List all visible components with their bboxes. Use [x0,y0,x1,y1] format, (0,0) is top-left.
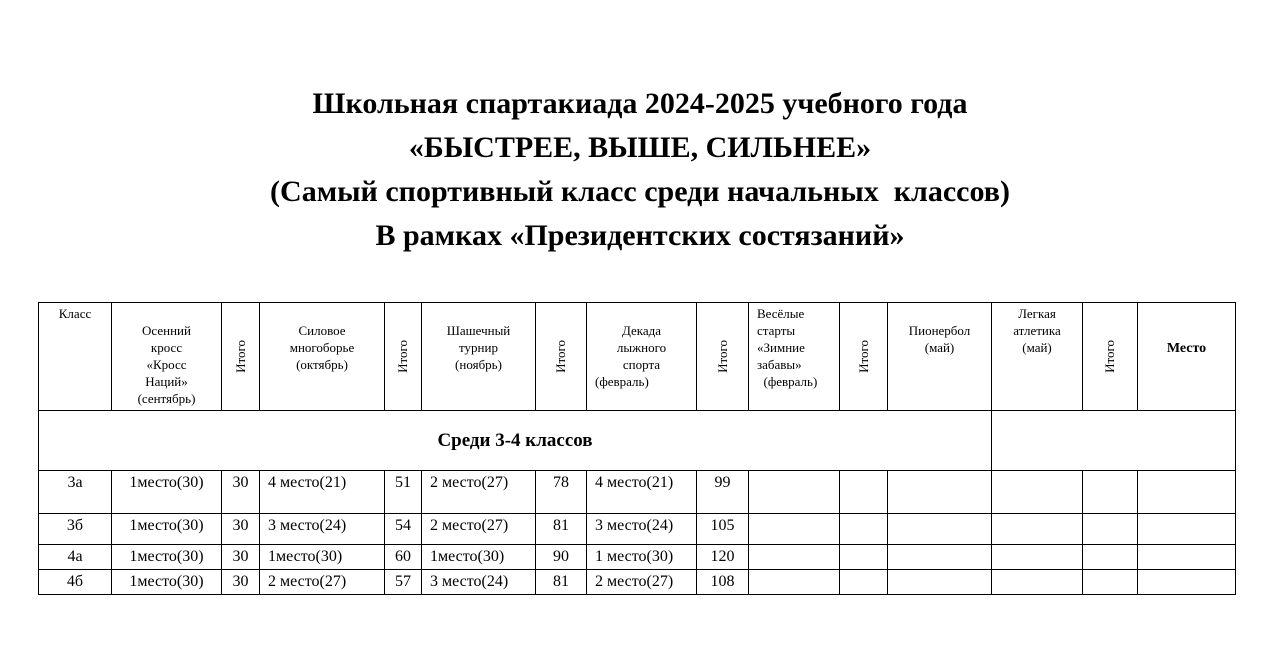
header-fun-l1: Весёлые [757,306,805,321]
header-place-label: Место [1166,340,1207,356]
cell-ski: 3 место(24) [587,514,697,545]
header-total-1 [222,303,260,411]
cell-class: 3а [39,471,112,514]
header-fun-l2: старты [757,323,796,338]
header-athletics-l3: (май) [1022,340,1052,355]
title-line-1: Школьная спартакиада 2024-2025 учебного года [312,87,968,120]
document-title [0,82,1280,258]
title-line-4: В рамках «Президентских состязаний» [375,219,905,252]
header-checkers-l2: турнир [459,340,498,355]
header-total-2-label: Итого [395,339,410,373]
cell-total-5 [840,570,888,595]
header-total-5-label: Итого [855,339,871,373]
cell-total-1: 30 [222,545,260,570]
cell-total-2: 51 [385,471,422,514]
header-ski-l3: спорта [622,357,661,372]
header-row [39,303,1236,411]
cell-total-6 [1083,545,1138,570]
header-cross-l3: «Кросс [146,357,187,372]
cell-total-6 [1083,471,1138,514]
header-total-4 [697,303,749,411]
header-total-4-label: Итого [714,339,730,373]
cell-total-6 [1083,514,1138,545]
cell-ski: 4 место(21) [587,471,697,514]
header-ski-l1: Декада [621,323,662,338]
cell-total-6 [1083,570,1138,595]
cell-cross: 1место(30) [112,545,222,570]
cell-total-3: 78 [536,471,587,514]
cell-checkers: 2 место(27) [422,471,536,514]
cell-total-2: 57 [385,570,422,595]
header-cross-l1: Осенний [142,323,191,338]
cell-cross: 1место(30) [112,514,222,545]
cell-fun [749,545,840,570]
table-row [39,545,1236,570]
cell-total-3: 81 [536,570,587,595]
header-ski-l4: (февраль) [595,374,649,389]
header-place [1138,303,1236,411]
table-row [39,514,1236,545]
cell-fun [749,570,840,595]
cell-class: 4а [39,545,112,570]
header-total-6-label: Итого [1102,339,1117,373]
cell-place [1138,514,1236,545]
section-title: Среди 3-4 классов [39,411,992,471]
header-total-2 [385,303,422,411]
title-line-3: (Самый спортивный класс среди начальных классов) [270,175,1010,208]
title-line-2: «БЫСТРЕЕ, ВЫШЕ, СИЛЬНЕЕ» [408,131,872,164]
header-athletics-l2: атлетика [1013,323,1061,338]
table-row [39,570,1236,595]
cell-total-1: 30 [222,570,260,595]
header-class [39,303,112,411]
header-cross-l5: (сентябрь) [137,391,196,406]
cell-power: 2 место(27) [260,570,385,595]
header-total-5 [840,303,888,411]
cell-athletics [992,545,1083,570]
cell-total-5 [840,514,888,545]
header-checkers-l3: (ноябрь) [455,357,502,372]
section-row [39,411,1236,471]
cell-total-1: 30 [222,471,260,514]
header-fun-l3: «Зимние [757,340,805,355]
cell-cross: 1место(30) [112,570,222,595]
cell-total-3: 90 [536,545,587,570]
cell-checkers: 3 место(24) [422,570,536,595]
header-checkers [422,303,536,411]
header-fun [749,303,840,411]
header-athletics-l1: Легкая [1018,306,1056,321]
header-class-label: Класс [58,306,92,321]
cell-total-3: 81 [536,514,587,545]
cell-total-4: 105 [697,514,749,545]
header-total-3 [536,303,587,411]
cell-total-5 [840,471,888,514]
cell-fun [749,514,840,545]
header-power-l1: Силовое [298,323,346,338]
cell-athletics [992,570,1083,595]
cell-total-4: 99 [697,471,749,514]
header-power-l3: (октябрь) [296,357,348,372]
cell-power: 3 место(24) [260,514,385,545]
cell-athletics [992,471,1083,514]
header-fun-l5: (февраль) [757,374,818,389]
header-cross-l4: Наций» [145,374,188,389]
cell-total-5 [840,545,888,570]
cell-total-2: 60 [385,545,422,570]
cell-ski: 1 место(30) [587,545,697,570]
header-power-l2: многоборье [289,340,355,355]
header-fun-l4: забавы» [757,357,802,372]
header-total-1-label: Итого [232,339,248,373]
header-pioneerball-l2: (май) [924,340,955,355]
cell-place [1138,570,1236,595]
cell-place [1138,471,1236,514]
cell-class: 3б [39,514,112,545]
header-cross-l2: кросс [150,340,183,355]
header-checkers-l1: Шашечный [446,323,511,338]
cell-power: 4 место(21) [260,471,385,514]
cell-total-1: 30 [222,514,260,545]
header-ski [587,303,697,411]
cell-pioneerball [888,471,992,514]
header-power [260,303,385,411]
cell-pioneerball [888,570,992,595]
cell-cross: 1место(30) [112,471,222,514]
cell-power: 1место(30) [260,545,385,570]
cell-ski: 2 место(27) [587,570,697,595]
cell-fun [749,471,840,514]
header-athletics [992,303,1083,411]
cell-total-2: 54 [385,514,422,545]
header-total-3-label: Итого [553,339,568,373]
cell-pioneerball [888,514,992,545]
cell-pioneerball [888,545,992,570]
results-table [38,302,1236,595]
cell-total-4: 108 [697,570,749,595]
cell-class: 4б [39,570,112,595]
cell-checkers: 1место(30) [422,545,536,570]
cell-total-4: 120 [697,545,749,570]
cell-checkers: 2 место(27) [422,514,536,545]
cell-athletics [992,514,1083,545]
cell-place [1138,545,1236,570]
header-total-6 [1083,303,1138,411]
header-cross [112,303,222,411]
header-pioneerball-l1: Пионербол [908,323,971,338]
section-empty [992,411,1236,471]
table-row [39,471,1236,514]
header-pioneerball [888,303,992,411]
header-ski-l2: лыжного [616,340,667,355]
